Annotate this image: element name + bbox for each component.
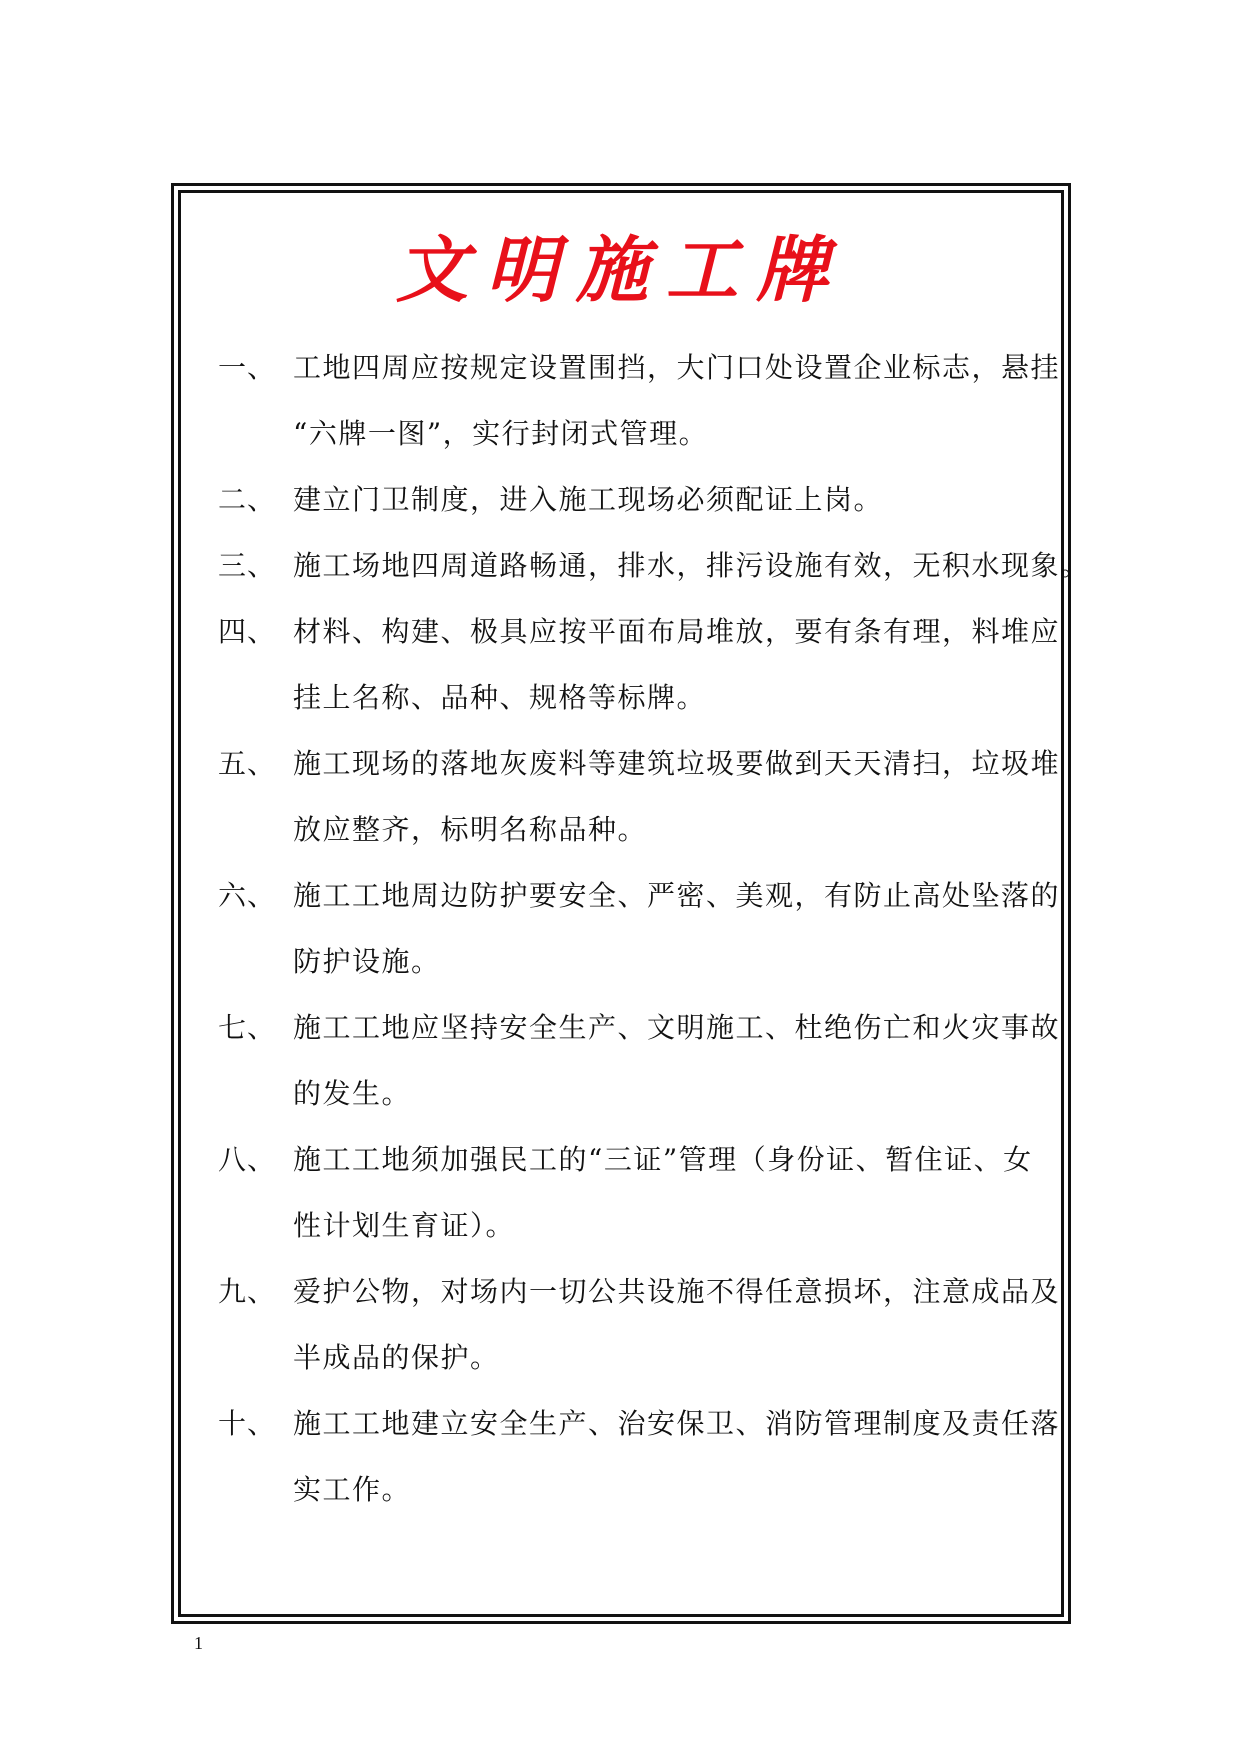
- item-number: 二、: [218, 483, 277, 516]
- list-item: [218, 467, 1058, 533]
- list-item: [218, 863, 1061, 995]
- item-text-line: 施工工地应坚持安全生产、文明施工、杜绝伤亡和火灾事故: [293, 1011, 1061, 1044]
- list-item: [218, 995, 1061, 1127]
- item-text-line: 挂上名称、品种、规格等标牌。: [293, 681, 707, 714]
- item-text-line: 施工工地周边防护要安全、严密、美观，有防止高处坠落的: [293, 879, 1061, 912]
- item-number: 五、: [218, 747, 277, 780]
- item-text-line: 实工作。: [293, 1473, 412, 1506]
- list-item: [218, 335, 1061, 467]
- item-number: 九、: [218, 1275, 277, 1308]
- rules-list: [218, 335, 1090, 1523]
- item-number: 一、: [218, 351, 277, 384]
- item-number: 三、: [218, 549, 277, 582]
- item-number: 六、: [218, 879, 277, 912]
- item-text-line: 施工工地建立安全生产、治安保卫、消防管理制度及责任落: [293, 1407, 1061, 1440]
- item-text-line: 施工现场的落地灰废料等建筑垃圾要做到天天清扫，垃圾堆: [293, 747, 1061, 780]
- item-text-line: 的发生。: [293, 1077, 412, 1110]
- list-item: [218, 533, 1090, 599]
- document-title: 文明施工牌: [395, 227, 846, 312]
- item-text-line: 施工工地须加强民工的“三证”管理（身份证、暂住证、女: [293, 1143, 1033, 1176]
- item-text-line: 建立门卫制度，进入施工现场必须配证上岗。: [293, 483, 884, 516]
- list-item: [218, 731, 1061, 863]
- list-item: [218, 1127, 1058, 1259]
- item-text-line: 半成品的保护。: [293, 1341, 500, 1374]
- item-text-line: 施工场地四周道路畅通，排水，排污设施有效，无积水现象。: [293, 549, 1090, 582]
- item-number: 八、: [218, 1143, 277, 1176]
- item-text-line: 放应整齐，标明名称品种。: [293, 813, 648, 846]
- item-text-line: “六牌一图”，实行封闭式管理。: [293, 417, 709, 450]
- item-text-line: 工地四周应按规定设置围挡，大门口处设置企业标志，悬挂: [293, 351, 1061, 384]
- item-text-line: 防护设施。: [293, 945, 441, 978]
- item-text-line: 爱护公物，对场内一切公共设施不得任意损坏，注意成品及: [293, 1275, 1061, 1308]
- page-number: 1: [194, 1633, 203, 1653]
- item-number: 十、: [218, 1407, 277, 1440]
- item-number: 七、: [218, 1011, 277, 1044]
- item-number: 四、: [218, 615, 277, 648]
- list-item: [218, 1259, 1061, 1391]
- item-text-line: 材料、构建、极具应按平面布局堆放，要有条有理，料堆应: [293, 615, 1061, 648]
- item-text-line: 性计划生育证）。: [293, 1209, 516, 1242]
- list-item: [218, 1391, 1061, 1523]
- list-item: [218, 599, 1061, 731]
